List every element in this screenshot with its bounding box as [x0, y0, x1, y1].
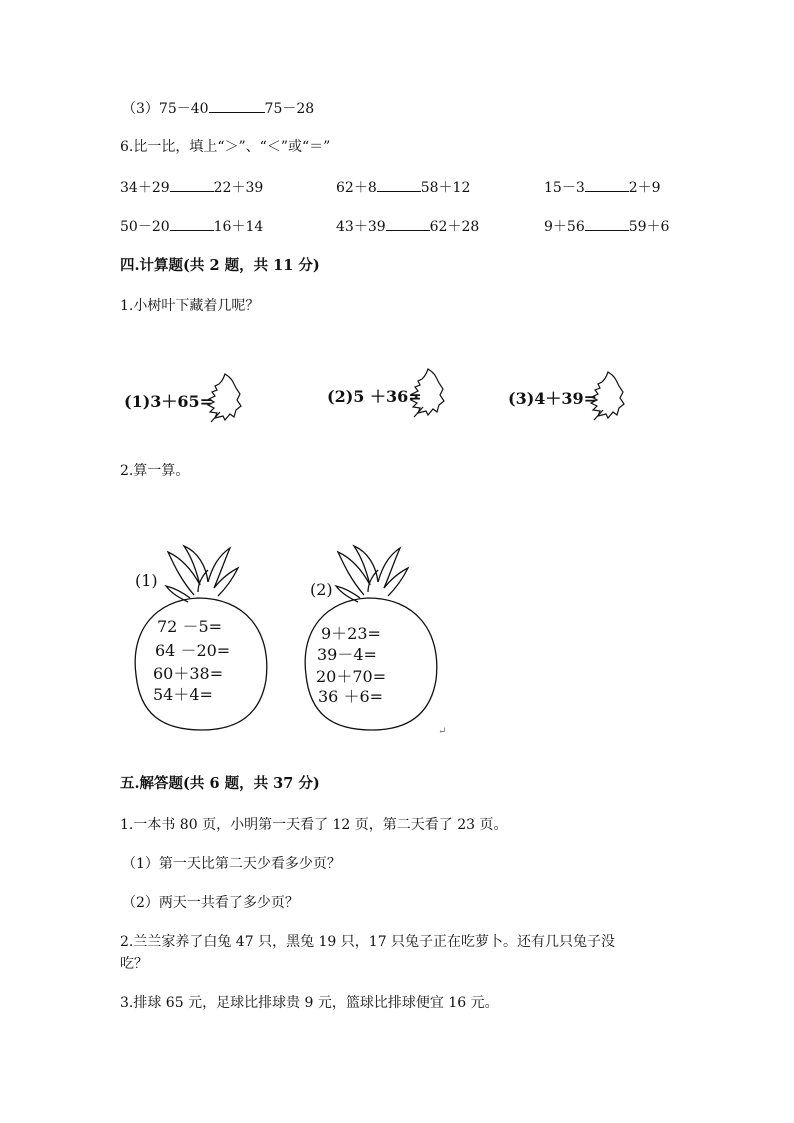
answer-blank[interactable]: [386, 216, 430, 231]
expr-left: 50－20: [120, 219, 170, 235]
section-4-title: 四.计算题(共 2 题，共 11 分): [120, 257, 320, 274]
paragraph-mark: ↵: [438, 726, 447, 737]
answer-blank[interactable]: [209, 98, 265, 113]
sec5-q1: 1.一本书 80 页，小明第一天看了 12 页，第二天看了 23 页。: [120, 817, 508, 833]
expr-left: 9＋56: [544, 219, 585, 235]
q6-r2-c2: [336, 216, 479, 236]
sec5-q1-part1: （1）第一天比第二天少看多少页？: [122, 856, 341, 872]
expr-right: 62＋28: [429, 219, 480, 235]
expr-left: 62＋8: [336, 180, 377, 196]
pineapple-equation: 60＋38=: [153, 664, 224, 683]
expr-left: 43＋39: [336, 219, 386, 235]
pineapple-equation: 54＋4=: [153, 685, 213, 704]
section-5-title: 五.解答题(共 6 题，共 37 分): [120, 775, 320, 792]
answer-blank[interactable]: [585, 177, 629, 192]
expr-right: 2＋9: [628, 180, 661, 196]
expr-right: 22＋39: [213, 180, 264, 196]
expr-left: 34＋29: [120, 180, 170, 196]
expr-left: 15－3: [544, 180, 585, 196]
answer-blank[interactable]: [377, 177, 421, 192]
pineapple-equation: 9＋23=: [321, 624, 381, 643]
q5-3-left: （3）75－40: [122, 101, 209, 117]
answer-blank[interactable]: [170, 216, 214, 231]
q6-r1-c1: [120, 177, 263, 197]
sec4-q1: 1.小树叶下藏着几呢？: [120, 298, 260, 314]
q6-r1-c2: [336, 177, 470, 197]
q6-r1-c3: [544, 177, 661, 197]
expr-right: 59＋6: [628, 219, 670, 235]
leaf-icon: [406, 367, 446, 419]
leaf-equation-1: (1)3＋65=: [124, 392, 214, 411]
sec5-q3: 3.排球 65 元，足球比排球贵 9 元，篮球比排球便宜 16 元。: [120, 995, 499, 1011]
pineapple-equation: 72 －5=: [157, 617, 223, 636]
sec5-q2-line2: 吃？: [120, 956, 148, 972]
sec5-q1-part2: （2）两天一共看了多少页？: [122, 895, 299, 911]
sec4-q2: 2.算一算。: [120, 463, 190, 479]
q5-3-line: [122, 98, 314, 118]
pineapple-equation: 39－4=: [317, 645, 377, 664]
answer-blank[interactable]: [585, 216, 629, 231]
expr-right: 58＋12: [420, 180, 471, 196]
expr-right: 16＋14: [213, 219, 264, 235]
q6-r2-c1: [120, 216, 263, 236]
pineapple-label: (2): [310, 580, 333, 599]
leaf-equation-2: (2)5 ＋36=: [327, 387, 422, 406]
pineapple-equation: 36 ＋6=: [318, 687, 384, 706]
q5-3-right: 75－28: [264, 101, 315, 117]
answer-blank[interactable]: [170, 177, 214, 192]
leaf-equation-3: (3)4＋39=: [508, 389, 598, 408]
q6-r2-c3: [544, 216, 669, 236]
sec5-q2-line1: 2.兰兰家养了白兔 47 只，黑兔 19 只，17 只兔子正在吃萝卜。还有几只兔子没: [120, 934, 616, 950]
pineapple-equation: 20＋70=: [316, 667, 387, 686]
leaf-icon: [203, 372, 243, 424]
pineapple-equation: 64 －20=: [155, 641, 231, 660]
q6-title: 6.比一比，填上“＞”、“＜”或“＝”: [120, 139, 331, 155]
pineapple-label: (1): [135, 571, 158, 590]
leaf-icon: [586, 370, 626, 422]
